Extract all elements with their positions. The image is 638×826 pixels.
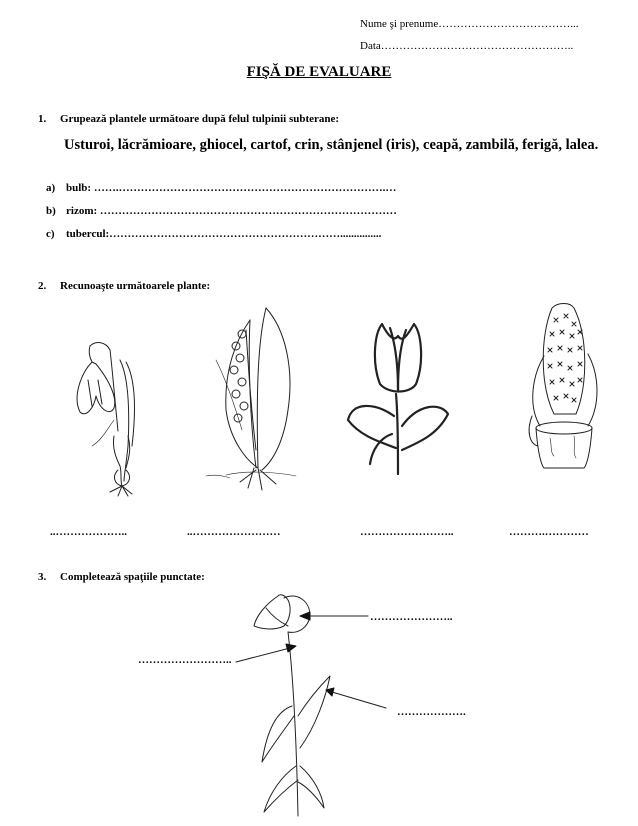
option-text: tubercul:………………………………………………………...............	[66, 228, 382, 240]
option-tubercul[interactable]	[46, 228, 381, 240]
leaf-label-blank[interactable]: ……………….	[397, 706, 466, 718]
flower-label-blank[interactable]: …………………..	[370, 611, 453, 623]
question-3	[38, 571, 205, 583]
option-letter: c)	[46, 228, 55, 240]
option-letter: b)	[46, 205, 56, 217]
plant-list: Usturoi, lăcrămioare, ghiocel, cartof, crin, stânjenel (iris), ceapă, zambilă, ferigă, lalea.	[64, 137, 599, 153]
question-3-text: Completează spaţiile punctate:	[60, 571, 205, 583]
question-1	[38, 113, 339, 125]
question-2-number: 2.	[38, 280, 47, 292]
option-text: rizom: ………………………………………………………………………	[66, 205, 397, 217]
option-bulb[interactable]	[46, 182, 396, 194]
answer-blank-2[interactable]: ..……………………	[187, 526, 281, 538]
question-2-text: Recunoaşte următoarele plante:	[60, 280, 211, 292]
hyacinth-icon	[514, 296, 614, 472]
option-text: bulb: …….……………………………………………………………….…	[66, 182, 397, 194]
answer-blank-4[interactable]: ……….…………	[509, 526, 589, 538]
question-1-number: 1.	[38, 113, 47, 125]
question-1-text: Grupează plantele următoare după felul tulpinii subterane:	[60, 113, 340, 125]
lily-of-the-valley-icon	[196, 300, 306, 495]
tulip-icon	[344, 316, 454, 476]
option-rizom[interactable]	[46, 205, 397, 217]
option-letter: a)	[46, 182, 56, 194]
stem-label-blank[interactable]: ……………………..	[138, 654, 232, 666]
name-field[interactable]: Nume şi prenume………………………………...	[360, 18, 579, 30]
page-title: FIŞĂ DE EVALUARE	[246, 64, 392, 80]
question-2	[38, 280, 210, 292]
question-3-number: 3.	[38, 571, 47, 583]
answer-blank-1[interactable]: ..………………..	[50, 526, 127, 538]
label-arrows	[230, 604, 380, 714]
answer-blank-3[interactable]: ……………………..	[360, 526, 454, 538]
date-field[interactable]: Data……………………………………………..	[360, 40, 574, 52]
snowdrop-icon	[62, 336, 162, 496]
